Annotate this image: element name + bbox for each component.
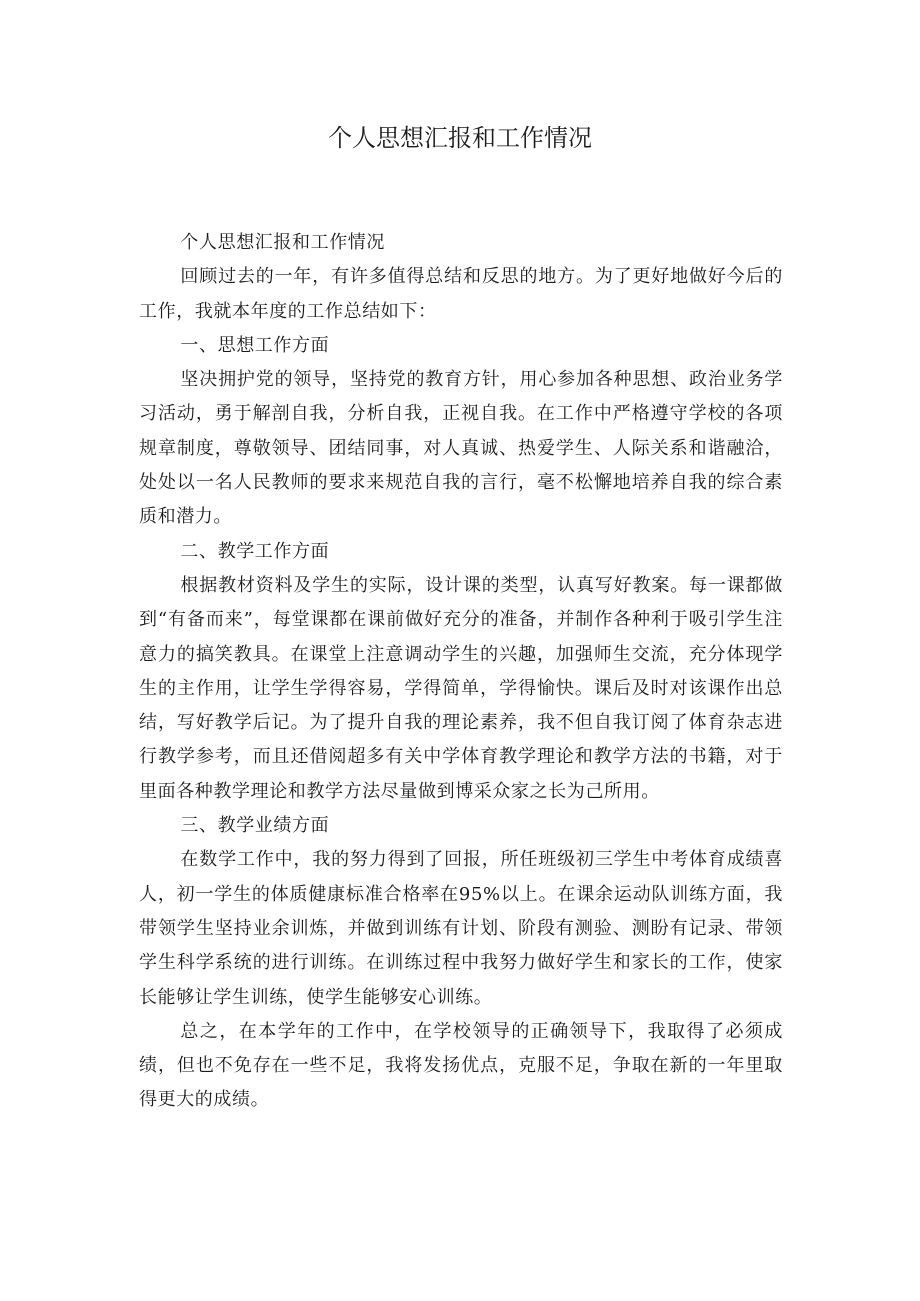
document-body <box>139 226 783 1118</box>
paragraph-performance: 在数学工作中，我的努力得到了回报，所任班级初三学生中考体育成绩喜人，初一学生的体质健康标准合格率在95%以上。在课余运动队训练方面，我带领学生坚持业余训炼，并做到训练有计划、阶段有测验、测盼有记录、带领学生科学系统的进行训练。在训练过程中我努力做好学生和家长的工作，使家长能够让学生训练，使学生能够安心训练。 <box>139 849 783 1008</box>
paragraph-subtitle: 个人思想汇报和工作情况 <box>180 232 385 253</box>
paragraph-teaching: 根据教材资料及学生的实际，设计课的类型，认真写好教案。每一课都做到“有备而来”，每堂课都在课前做好充分的准备，并制作各种利于吸引学生注意力的搞笑教具。在课堂上注意调动学生的兴趣，加强师生交流，充分体现学生的主作用，让学生学得容易，学得简单，学得愉快。课后及时对该课作出总结，写好教学后记。为了提升自我的理论素养，我不但自我订阅了体育杂志进行教学参考，而且还借阅超多有关中学体育教学理论和教学方法的书籍，对于里面各种教学理论和教学方法尽量做到博采众家之长为己所用。 <box>139 574 783 802</box>
document-title: 个人思想汇报和工作情况 <box>328 124 592 152</box>
section-heading-teaching: 二、教学工作方面 <box>180 540 330 562</box>
paragraph-conclusion: 总之，在本学年的工作中，在学校领导的正确领导下，我取得了必须成绩，但也不免存在一些不足，我将发扬优点，克服不足，争取在新的一年里取得更大的成绩。 <box>139 1020 783 1111</box>
section-heading-performance: 三、教学业绩方面 <box>180 815 330 837</box>
paragraph-thought: 坚决拥护党的领导，坚持党的教育方针，用心参加各种思想、政治业务学习活动，勇于解剖自我，分析自我，正视自我。在工作中严格遵守学校的各项规章制度，尊敬领导、团结同事，对人真诚、热爱学生、人际关系和谐融洽，处处以一名人民教师的要求来规范自我的言行，毫不松懈地培养自我的综合素质和潜力。 <box>139 369 783 528</box>
paragraph-intro: 回顾过去的一年，有许多值得总结和反思的地方。为了更好地做好今后的工作，我就本年度的工作总结如下： <box>139 266 783 322</box>
section-heading-thought: 一、思想工作方面 <box>180 334 330 356</box>
